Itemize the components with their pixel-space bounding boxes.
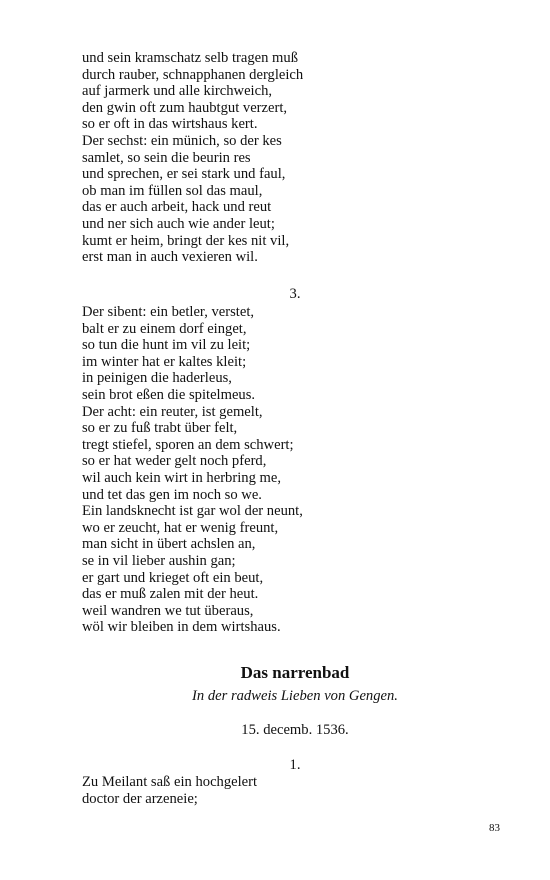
verse-line: wil auch kein wirt in herbring me,	[82, 469, 281, 486]
verse-line: er gart und krieget oft ein beut,	[82, 569, 264, 586]
verse-line: balt er zu einem dorf einget,	[82, 320, 247, 337]
verse-line: man sicht in übert achslen an,	[82, 536, 256, 553]
verse-line: und sein kramschatz selb tragen muß	[82, 50, 299, 66]
verse-line: samlet, so sein die beurin res	[82, 149, 251, 166]
verse-line: so er zu fuß trabt über felt,	[82, 420, 238, 437]
verse-line: auf jarmerk und alle kirchweich,	[82, 83, 273, 100]
verse-line: und sprechen, er sei stark und faul,	[82, 166, 286, 183]
verse-line: sein brot eßen die spitelmeus.	[82, 386, 256, 403]
verse-line: so er oft in das wirtshaus kert.	[82, 116, 258, 133]
poem-date: 15. decemb. 1536.	[241, 722, 349, 738]
verse-line: im winter hat er kaltes kleit;	[82, 353, 247, 370]
page-number: 83	[489, 822, 500, 834]
poem-subtitle: In der radweis Lieben von Gengen.	[192, 688, 398, 704]
verse-line: Der acht: ein reuter, ist gemelt,	[82, 403, 263, 420]
verse-line: durch rauber, schnapphanen dergleich	[82, 66, 304, 83]
verse-line: ob man im füllen sol das maul,	[82, 182, 263, 199]
verse-line: Zu Meilant saß ein hochgelert	[82, 774, 258, 790]
verse-line: so er hat weder gelt noch pferd,	[82, 453, 267, 470]
stanza-number: 1.	[289, 757, 301, 773]
verse-line: Der sechst: ein münich, so der kes	[82, 132, 282, 149]
verse-line: den gwin oft zum haubtgut verzert,	[82, 99, 288, 116]
verse-line: tregt stiefel, sporen an dem schwert;	[82, 436, 294, 453]
verse-line: kumt er heim, bringt der kes nit vil,	[82, 232, 290, 249]
poem-stanza-continuation	[82, 50, 502, 266]
verse-line: weil wandren we tut überaus,	[82, 602, 254, 619]
poem-stanza-1	[82, 774, 502, 807]
verse-line: so tun die hunt im vil zu leit;	[82, 337, 251, 354]
verse-line: wöl wir bleiben in dem wirtshaus.	[82, 619, 281, 636]
poem-title: Das narrenbad	[240, 663, 350, 682]
verse-line: se in vil lieber aushin gan;	[82, 552, 236, 569]
verse-line: erst man in auch vexieren wil.	[82, 249, 258, 266]
verse-line: und ner sich auch wie ander leut;	[82, 215, 275, 232]
verse-line: das er muß zalen mit der heut.	[82, 586, 259, 603]
verse-line: in peinigen die haderleus,	[82, 370, 232, 387]
poem-stanza-3	[82, 304, 502, 636]
verse-line: und tet das gen im noch so we.	[82, 486, 262, 503]
stanza-number: 3.	[289, 286, 301, 302]
verse-line: doctor der arzeneie;	[82, 790, 198, 807]
verse-line: Ein landsknecht ist gar wol der neunt,	[82, 503, 303, 520]
verse-line: wo er zeucht, hat er wenig freunt,	[82, 519, 279, 536]
verse-line: das er auch arbeit, hack und reut	[82, 199, 272, 216]
verse-line: Der sibent: ein betler, verstet,	[82, 304, 255, 320]
